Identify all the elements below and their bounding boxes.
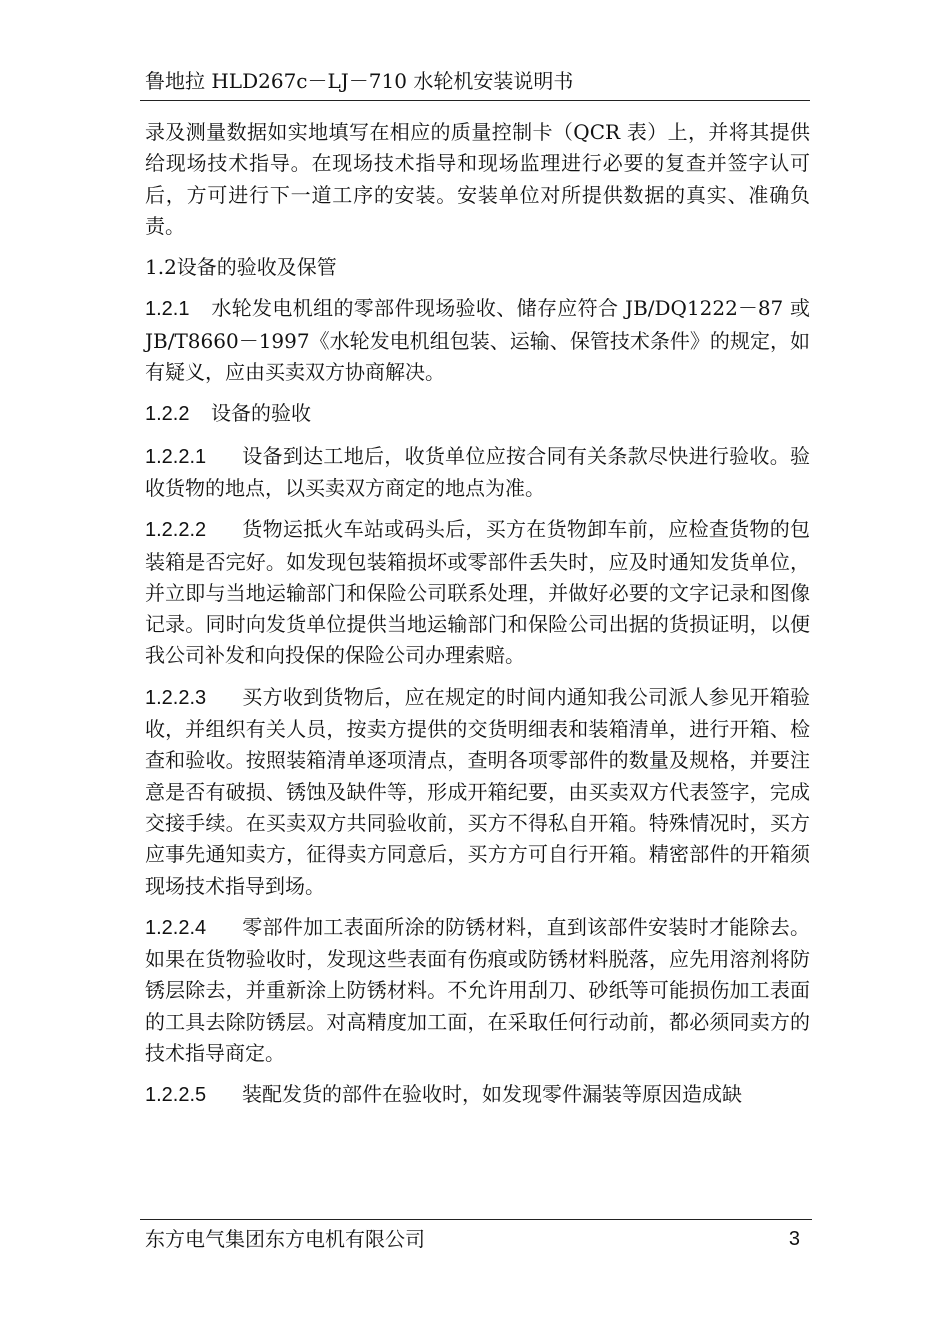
clause-1-2-2-3	[145, 682, 810, 902]
clause-text: 设备的验收	[211, 401, 311, 426]
paragraph-continued: 录及测量数据如实地填写在相应的质量控制卡（QCR 表）上，并将其提供给现场技术指导。在现场技术指导和现场监理进行必要的复查并签字认可后，方可进行下一道工序的安装。安装单位对所提供数据的真实、准确负责。	[145, 120, 810, 238]
clause-number: 1.2.1	[145, 298, 190, 321]
clause-number: 1.2.2.1	[145, 445, 207, 468]
clause-text: 货物运抵火车站或码头后，买方在货物卸车前，应检查货物的包装箱是否完好。如发现包装箱损坏或零部件丢失时，应及时通知发货单位，并立即与当地运输部门和保险公司联系处理，并做好必要的文字记录和图像记录。同时向发货单位提供当地运输部门和保险公司出据的货损证明，以便我公司补发和向投保的保险公司办理索赔。	[145, 517, 810, 668]
clause-text: 零部件加工表面所涂的防锈材料，直到该部件安装时才能除去。如果在货物验收时，发现这些表面有伤痕或防锈材料脱落，应先用溶剂将防锈层除去，并重新涂上防锈材料。不允许用刮刀、砂纸等可能损伤加工表面的工具去除防锈层。对高精度加工面，在采取任何行动前，都必须同卖方的技术指导商定。	[145, 914, 810, 1066]
header-divider	[140, 100, 810, 101]
clause-number: 1.2.2.2	[145, 519, 207, 542]
clause-1-2-2-2	[145, 514, 810, 671]
clause-number: 1.2.2.3	[145, 686, 207, 709]
section-heading-1-2: 1.2设备的验收及保管	[145, 255, 337, 280]
clause-text: 买方收到货物后，应在规定的时间内通知我公司派人参见开箱验收，并组织有关人员，按卖方提供的交货明细表和装箱清单，进行开箱、检查和验收。按照装箱清单逐项清点，查明各项零部件的数量及规格，并要注意是否有破损、锈蚀及缺件等，形成开箱纪要，由买卖双方代表签字，完成交接手续。在买卖双方共同验收前，买方不得私自开箱。特殊情况时，买方应事先通知卖方，征得卖方同意后，买方方可自行开箱。精密部件的开箱须现场技术指导到场。	[145, 684, 810, 898]
clause-1-2-2-5	[145, 1079, 810, 1111]
document-body	[145, 117, 810, 1122]
footer-divider	[140, 1219, 812, 1220]
clause-number: 1.2.2	[145, 403, 190, 426]
page-number: 3	[788, 1228, 800, 1250]
page-header-title: 鲁地拉 HLD267c－LJ－710 水轮机安装说明书	[145, 69, 574, 93]
clause-text: 水轮发电机组的零部件现场验收、储存应符合 JB/DQ1222－87 或 JB/T8660－1997《水轮发电机组包装、运输、保管技术条件》的规定，如有疑义，应由买卖双方协商解决。	[145, 296, 810, 385]
footer-company-name: 东方电气集团东方电机有限公司	[145, 1227, 425, 1251]
clause-number: 1.2.2.4	[145, 916, 207, 939]
clause-1-2-2-4	[145, 912, 810, 1069]
clause-text: 装配发货的部件在验收时，如发现零件漏装等原因造成缺	[242, 1082, 742, 1107]
clause-1-2-2	[145, 398, 810, 430]
clause-1-2-1	[145, 293, 810, 388]
clause-number: 1.2.2.5	[145, 1084, 207, 1107]
clause-1-2-2-1	[145, 441, 810, 505]
clause-text: 设备到达工地后，收货单位应按合同有关条款尽快进行验收。验收货物的地点，以买卖双方商定的地点为准。	[145, 443, 810, 500]
